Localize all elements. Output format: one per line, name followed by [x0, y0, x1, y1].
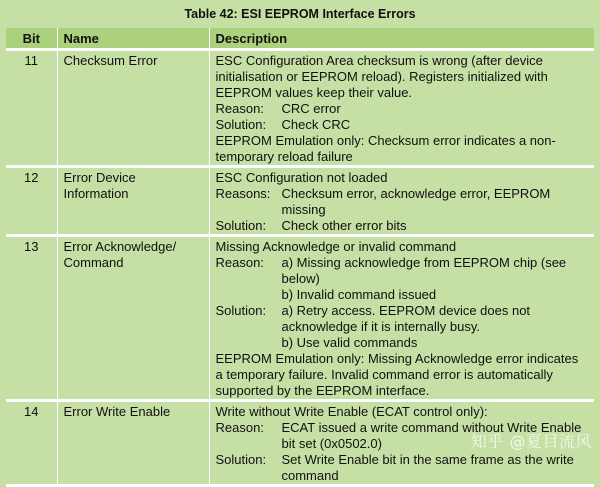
header-description: Description	[209, 28, 594, 50]
description-item	[216, 287, 589, 303]
cell-description	[209, 236, 594, 401]
description-value: Check other error bits	[281, 218, 407, 233]
description-item	[216, 255, 589, 287]
description-value: Checksum error, acknowledge error, EEPROM missing	[281, 186, 551, 217]
description-label: Solution:	[215, 218, 267, 233]
cell-description	[209, 50, 594, 167]
description-item	[216, 303, 589, 335]
description-item	[216, 117, 589, 133]
description-value: a) Missing acknowledge from EEPROM chip (see below)	[281, 255, 567, 286]
cell-description	[209, 167, 594, 236]
description-item	[216, 218, 589, 234]
cell-name: Error Device Information	[57, 167, 209, 236]
watermark: 知乎 @夏目流风	[470, 432, 592, 451]
description-label	[216, 287, 282, 303]
description-label: Reason:	[215, 101, 264, 116]
error-table	[6, 28, 594, 487]
cell-name: Error Acknowledge/ Command	[57, 236, 209, 401]
description-label: Solution:	[215, 452, 267, 467]
description-item	[216, 335, 589, 351]
description-label: Solution:	[215, 303, 267, 318]
cell-name: Error Write Enable	[57, 401, 209, 486]
description-value: CRC error	[281, 101, 341, 116]
description-item	[216, 186, 589, 218]
description-label	[216, 335, 282, 351]
description-text: Missing Acknowledge or invalid command	[215, 239, 457, 254]
header-name: Name	[57, 28, 209, 50]
table-header-row	[6, 28, 594, 50]
description-label: Reason:	[215, 420, 264, 435]
table-row	[6, 50, 594, 167]
description-label: Reason:	[215, 255, 264, 270]
table-row	[6, 167, 594, 236]
description-value: Check CRC	[281, 117, 351, 132]
header-bit: Bit	[6, 28, 57, 50]
table-row	[6, 236, 594, 401]
description-text: ESC Configuration Area checksum is wrong (after device initialisation or EEPROM reload). Registers initialized with EEPROM values keep their value.	[215, 53, 548, 100]
cell-bit: 14	[6, 401, 57, 486]
description-text: EEPROM Emulation only: Checksum error indicates a non-temporary reload failure	[215, 133, 556, 164]
description-value: b) Invalid command issued	[281, 287, 437, 302]
description-item	[216, 101, 589, 117]
table-body	[6, 50, 594, 486]
description-value: ECAT issued a write command without Write Enable bit set (0x0502.0)	[281, 420, 582, 451]
description-item	[216, 452, 589, 484]
description-value: a) Retry access. EEPROM device does not acknowledge if it is internally busy.	[281, 303, 531, 334]
description-value: Set Write Enable bit in the same frame as the write command	[281, 452, 574, 483]
description-text: EEPROM Emulation only: Missing Acknowledge error indicates a temporary failure. Invalid command error is automatically supported by the EEPROM interface.	[215, 351, 579, 398]
cell-bit: 11	[6, 50, 57, 167]
description-value: b) Use valid commands	[281, 335, 418, 350]
description-text: ESC Configuration not loaded	[215, 170, 388, 185]
cell-name: Checksum Error	[57, 50, 209, 167]
description-label: Solution:	[215, 117, 267, 132]
description-text: Write without Write Enable (ECAT control only):	[215, 404, 488, 419]
table-title: Table 42: ESI EEPROM Interface Errors	[184, 7, 416, 21]
cell-bit: 13	[6, 236, 57, 401]
description-label: Reasons:	[215, 186, 271, 201]
cell-bit: 12	[6, 167, 57, 236]
